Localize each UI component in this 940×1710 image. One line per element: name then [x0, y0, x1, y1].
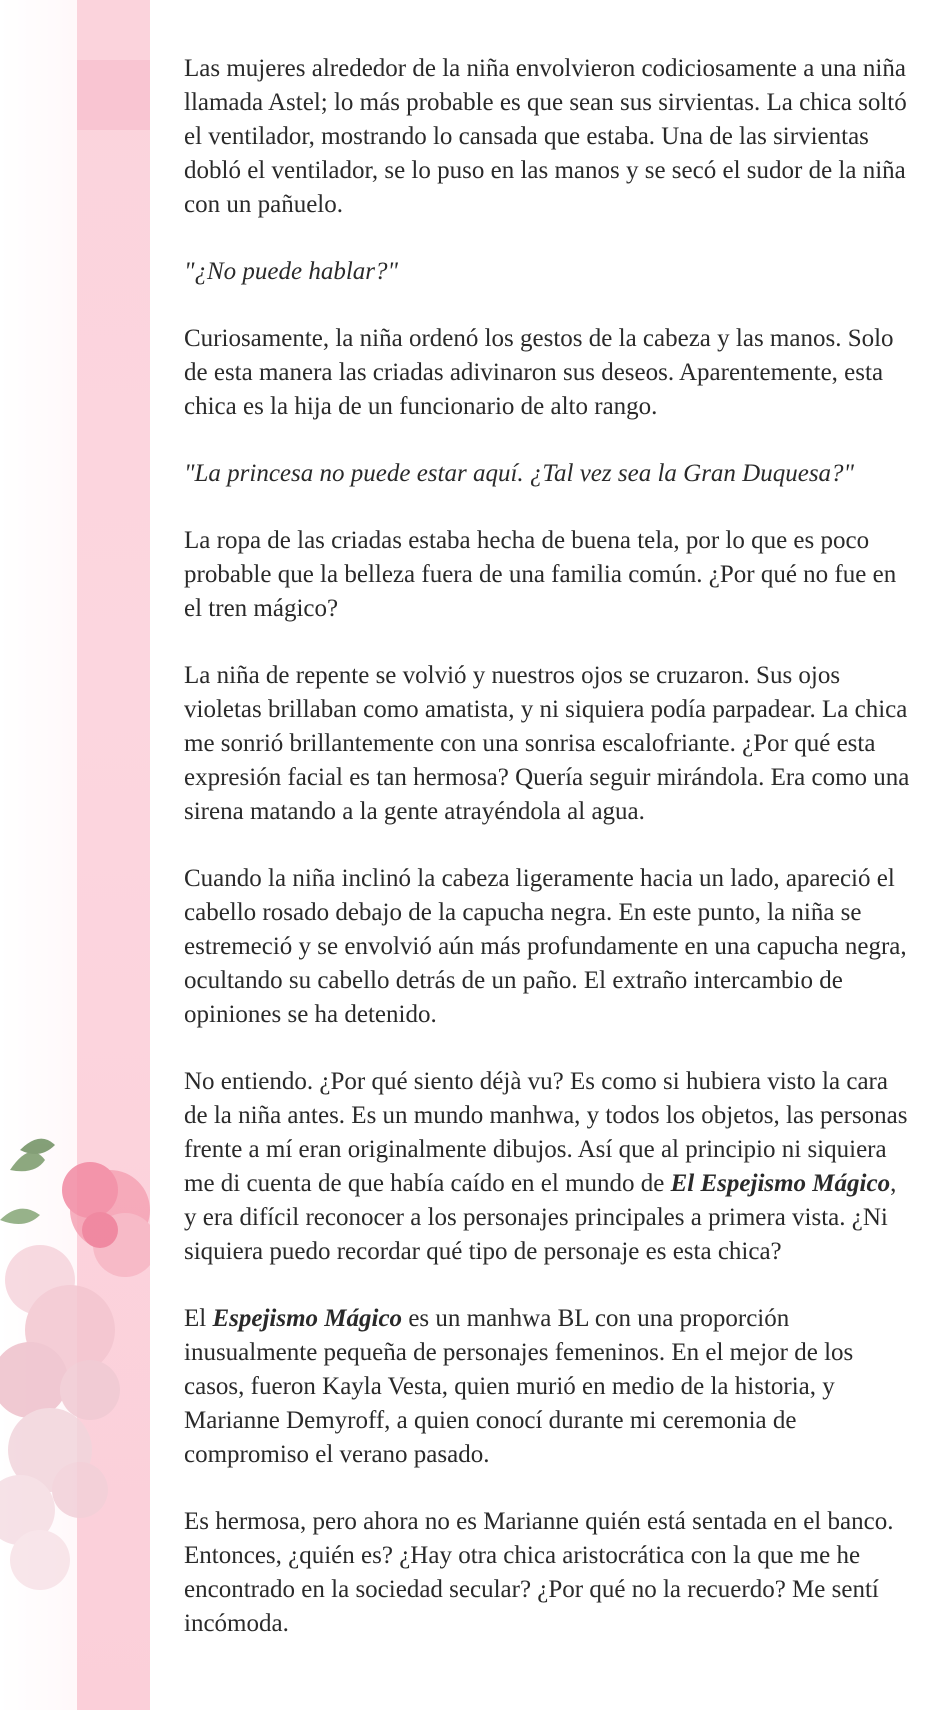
- flower-decoration: [0, 1130, 150, 1590]
- book-title: El Espejismo Mágico: [670, 1170, 891, 1197]
- paragraph: Las mujeres alrededor de la niña envolvieron codiciosamente a una niña llamada Astel; lo más probable es que sean sus sirvientas. La chica soltó el ventilador, mostrando lo cansada que estaba. Una de las sirvientas dobló el ventilador, se lo puso en las manos y se secó el sudor de la niña con un pañuelo.: [184, 55, 907, 218]
- book-title: Espejismo Mágico: [212, 1305, 403, 1332]
- text-span: El: [184, 1305, 213, 1332]
- text-span: , y era difícil reconocer a los personajes principales a primera vista. ¿Ni siquiera puedo recordar qué tipo de personaje es esta chica?: [184, 1170, 897, 1265]
- text-span: No entiendo. ¿Por qué siento déjà vu? Es como si hubiera visto la cara de la niña antes. Es un mundo manhwa, y todos los objetos, las personas frente a mí eran originalmente dibujos. Así que al principio ni siquiera me di cuenta de que había caído en el mundo de: [184, 1068, 908, 1197]
- paragraph: [184, 1302, 914, 1472]
- dialogue-line: "La princesa no puede estar aquí. ¿Tal vez sea la Gran Duquesa?": [184, 460, 855, 487]
- paragraph: La ropa de las criadas estaba hecha de buena tela, por lo que es poco probable que la belleza fuera de una familia común. ¿Por qué no fue en el tren mágico?: [184, 527, 897, 622]
- paragraph: La niña de repente se volvió y nuestros ojos se cruzaron. Sus ojos violetas brillaban como amatista, y ni siquiera podía parpadear. La chica me sonrió brillantemente con una sonrisa escalofriante. ¿Por qué esta expresión facial es tan hermosa? Quería seguir mirándola. Era como una sirena matando a la gente atrayéndola al agua.: [184, 662, 910, 825]
- stripe-band: [77, 60, 150, 130]
- text-span: es un manhwa BL con una proporción inusualmente pequeña de personajes femeninos. En el mejor de los casos, fueron Kayla Vesta, quien murió en medio de la historia, y Marianne Demyroff, a quien conocí durante mi ceremonia de compromiso el verano pasado.: [184, 1305, 854, 1468]
- paragraph: Es hermosa, pero ahora no es Marianne quién está sentada en el banco. Entonces, ¿quién es? ¿Hay otra chica aristocrática con la que me he encontrado en la sociedad secular? ¿Por qué no la recuerdo? Me sentí incómoda.: [184, 1508, 894, 1637]
- paragraph: Curiosamente, la niña ordenó los gestos de la cabeza y las manos. Solo de esta manera las criadas adivinaron sus deseos. Aparentemente, esta chica es la hija de un funcionario de alto rango.: [184, 325, 894, 420]
- story-text: [184, 52, 914, 1674]
- dialogue-line: "¿No puede hablar?": [184, 258, 399, 285]
- paragraph: Cuando la niña inclinó la cabeza ligeramente hacia un lado, apareció el cabello rosado debajo de la capucha negra. En este punto, la niña se estremeció y se envolvió aún más profundamente en una capucha negra, ocultando su cabello detrás de un paño. El extraño intercambio de opiniones se ha detenido.: [184, 865, 907, 1028]
- paragraph: [184, 1065, 914, 1269]
